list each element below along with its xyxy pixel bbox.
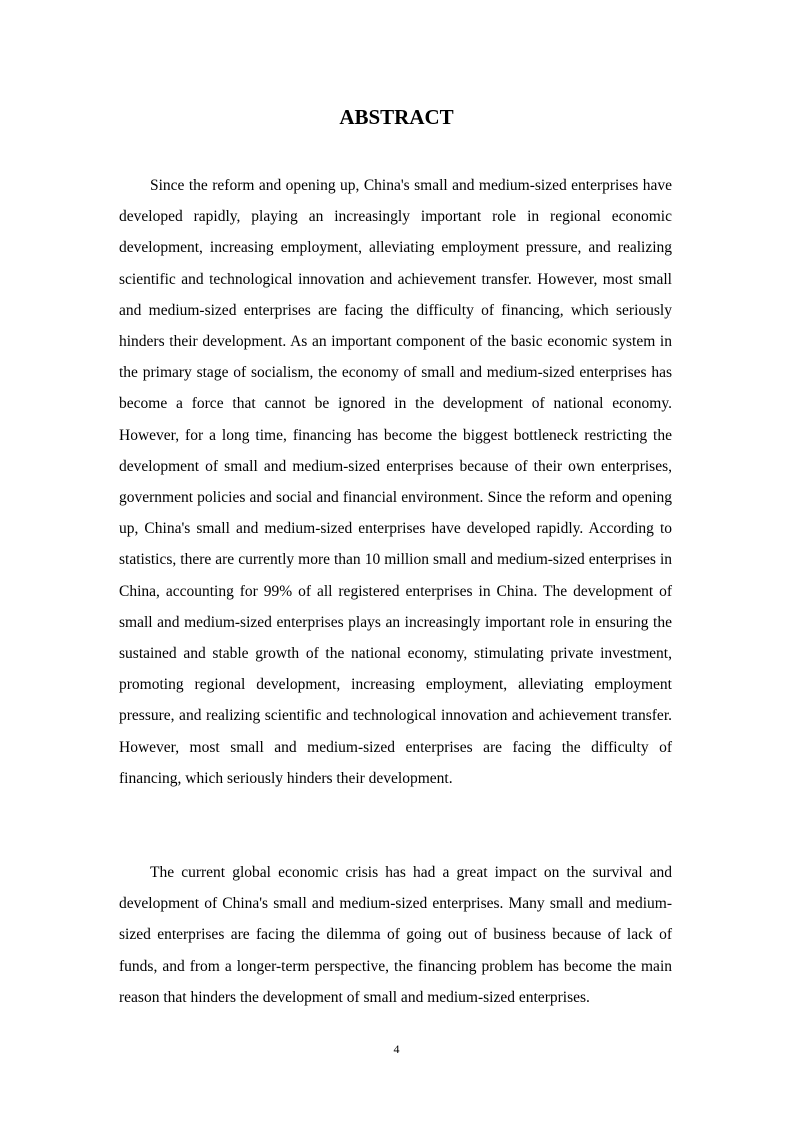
paragraph-2: The current global economic crisis has had a great impact on the survival and development of China's small and medium-sized enterprises. Many small and medium-sized enterprises are facing the dilemma of going out of business because of lack of funds, and from a longer-term perspective, the financing problem has become the main reason that hinders the development of small and medium-sized enterprises. — [119, 864, 672, 1006]
page-title: ABSTRACT — [339, 105, 454, 129]
page-number: 4 — [393, 1042, 400, 1056]
paragraph-1: Since the reform and opening up, China's small and medium-sized enterprises have developed rapidly, playing an increasingly important role in regional economic development, increasing employment, alleviating employment pressure, and realizing scientific and technological innovation and achievement transfer. However, most small and medium-sized enterprises are facing the difficulty of financing, which seriously hinders their development. As an important component of the basic economic system in the primary stage of socialism, the economy of small and medium-sized enterprises has become a force that cannot be ignored in the development of national economy. However, for a long time, financing has become the biggest bottleneck restricting the development of small and medium-sized enterprises because of their own enterprises, government policies and social and financial environment. Since the reform and opening up, China's small and medium-sized enterprises have developed rapidly. According to statistics, there are currently more than 10 million small and medium-sized enterprises in China, accounting for 99% of all registered enterprises in China. The development of small and medium-sized enterprises plays an increasingly important role in ensuring the sustained and stable growth of the national economy, stimulating private investment, promoting regional development, increasing employment, alleviating employment pressure, and realizing scientific and technological innovation and achievement transfer. However, most small and medium-sized enterprises are facing the difficulty of financing, which seriously hinders their development. — [119, 177, 672, 787]
